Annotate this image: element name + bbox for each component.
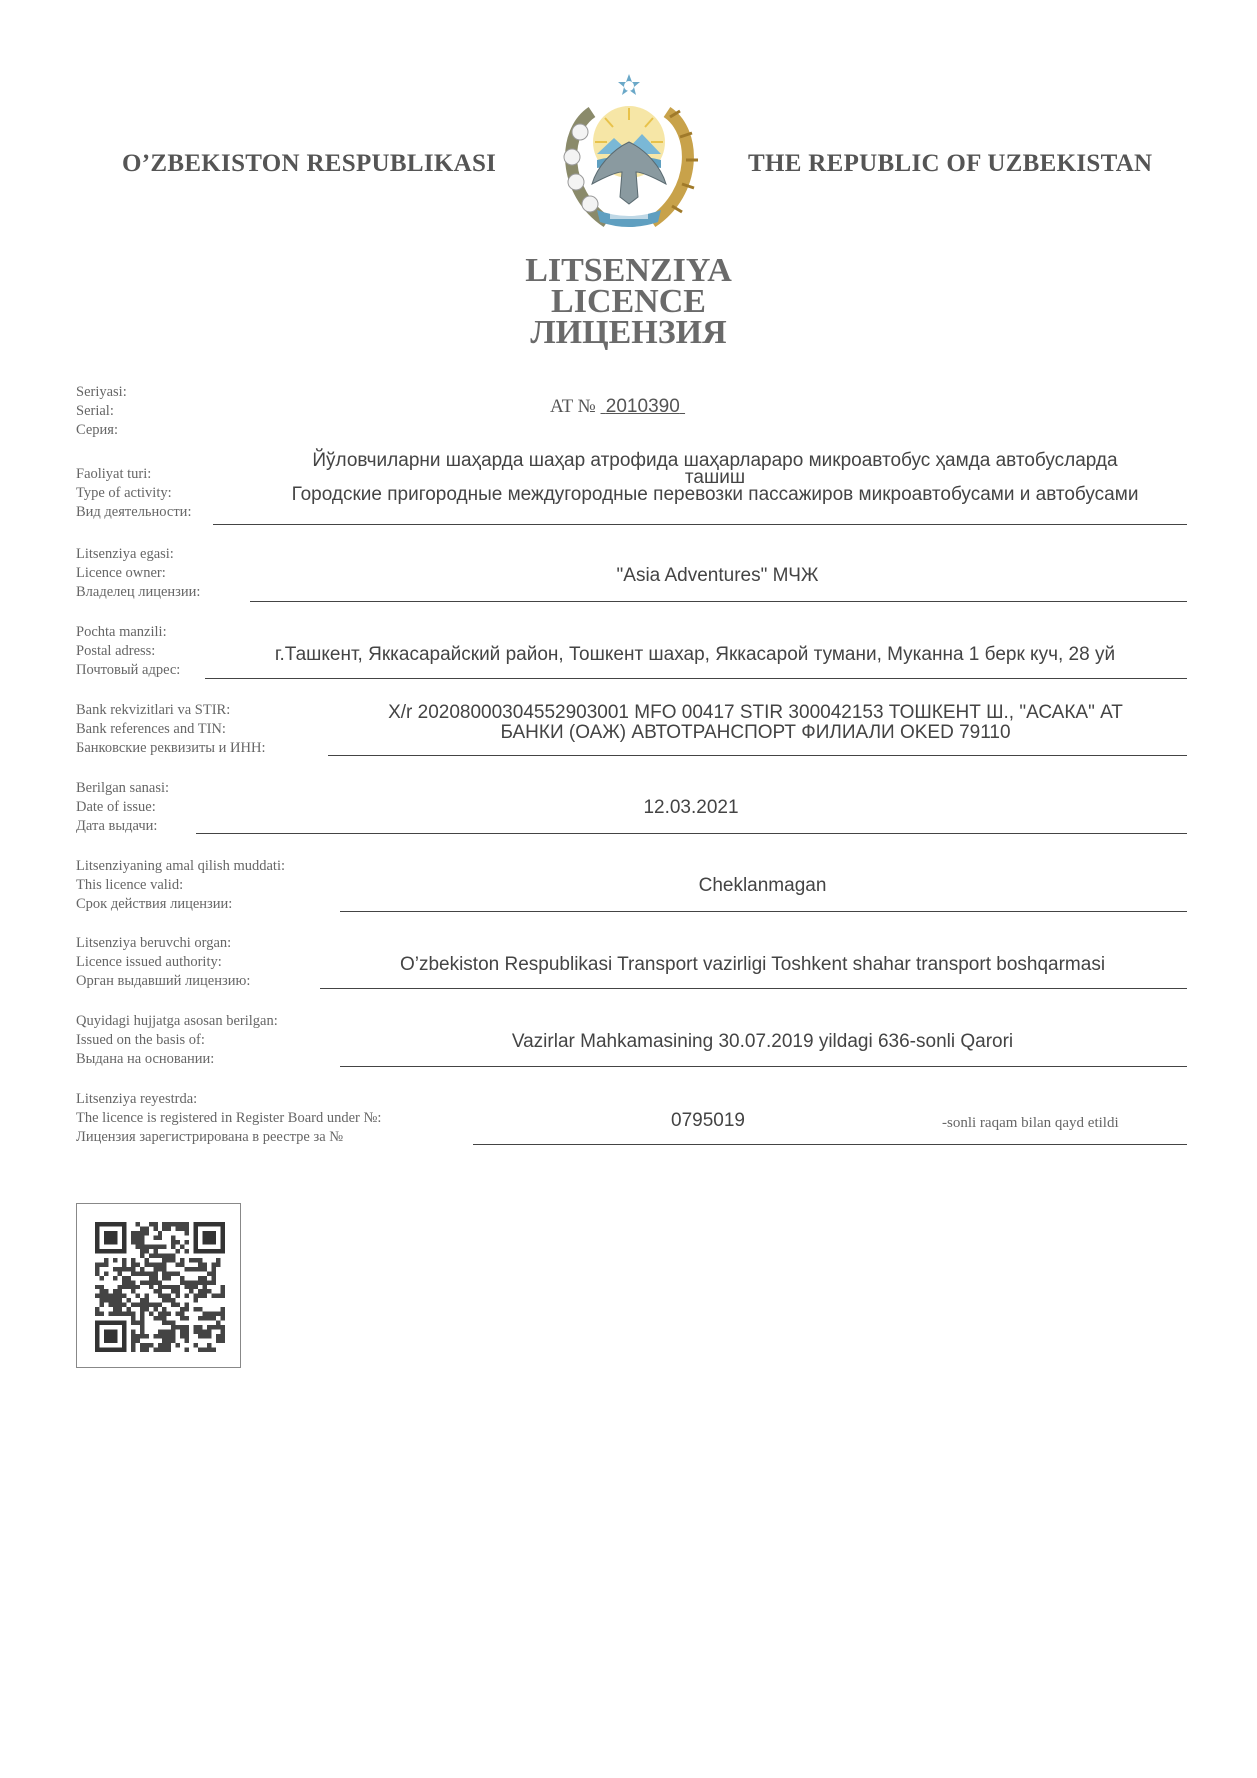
basis-labels: Quyidagi hujjatga asosan berilgan: Issued on the basis of: Выдана на основании: [76, 1013, 278, 1067]
header-left-title: O’ZBEKISTON RESPUBLIKASI [122, 150, 497, 177]
uzbekistan-state-emblem-icon [552, 72, 707, 232]
date-underline [196, 833, 1187, 834]
header-right-title: THE REPUBLIC OF UZBEKISTAN [748, 150, 1153, 177]
owner-labels: Litsenziya egasi: Licence owner: Владелец лицензии: [76, 546, 201, 600]
activity-underline [213, 524, 1187, 525]
serial-number: 2010390 [605, 396, 680, 417]
activity-value: Йўловчиларни шаҳарда шаҳар атрофида шаҳарлараро микроавтобус ҳамда автобусларда ташиш Городские пригородные междугородные перевозки пассажиров микроавтобусами и автобусами [291, 450, 1139, 505]
register-labels: Litsenziya reyestrda: The licence is registered in Register Board under №: Лицензия зарегистрирована в реестре за № [76, 1091, 382, 1145]
bank-underline [328, 755, 1187, 756]
qr-code-frame [76, 1203, 241, 1368]
date-value: 12.03.2021 [643, 797, 739, 818]
postal-labels: Pochta manzili: Postal adress: Почтовый адрес: [76, 624, 181, 678]
basis-value: Vazirlar Mahkamasining 30.07.2019 yildagi 636-sonli Qarori [511, 1031, 1014, 1052]
bank-value: Х/r 20208000304552903001 MFO 00417 STIR 300042153 ТОШКЕНТ Ш., "АСАКА" АТ БАНКИ (ОАЖ) АВТОТРАНСПОРТ ФИЛИАЛИ OKED 79110 [388, 702, 1123, 743]
qr-code-icon [95, 1222, 225, 1352]
postal-value: г.Ташкент, Яккасарайский район, Тошкент шахар, Яккасарой тумани, Муканна 1 берк куч, 28 уй [274, 644, 1116, 665]
serial-prefix: AT № [550, 396, 596, 417]
authority-value: O’zbekiston Respublikasi Transport vazirligi Toshkent shahar transport boshqarmasi [399, 954, 1106, 975]
title-ru: ЛИЦЕНЗИЯ [530, 314, 727, 351]
authority-underline [320, 988, 1187, 989]
authority-labels: Litsenziya beruvchi organ: Licence issued authority: Орган выдавший лицензию: [76, 935, 251, 989]
date-labels: Berilgan sanasi: Date of issue: Дата выдачи: [76, 780, 170, 834]
postal-underline [205, 678, 1187, 679]
validity-labels: Litsenziyaning amal qilish muddati: This licence valid: Срок действия лицензии: [76, 858, 286, 912]
serial-value [550, 396, 685, 418]
register-underline [473, 1144, 1187, 1145]
title-uz: LITSENZIYA [525, 252, 732, 289]
title-en: LICENCE [551, 283, 706, 320]
validity-underline [340, 911, 1187, 912]
owner-underline [250, 601, 1187, 602]
register-suffix: -sonli raqam bilan qayd etildi [942, 1115, 1119, 1131]
owner-value: "Asia Adventures" МЧЖ [616, 565, 819, 586]
serial-labels: Seriyasi: Serial: Серия: [76, 384, 127, 438]
validity-value: Cheklanmagan [698, 875, 827, 896]
bank-labels: Bank rekvizitlari va STIR: Bank references and TIN: Банковские реквизиты и ИНН: [76, 702, 266, 756]
activity-labels: Faoliyat turi: Type of activity: Вид деятельности: [76, 466, 192, 520]
basis-underline [340, 1066, 1187, 1067]
register-value: 0795019 [671, 1110, 745, 1131]
